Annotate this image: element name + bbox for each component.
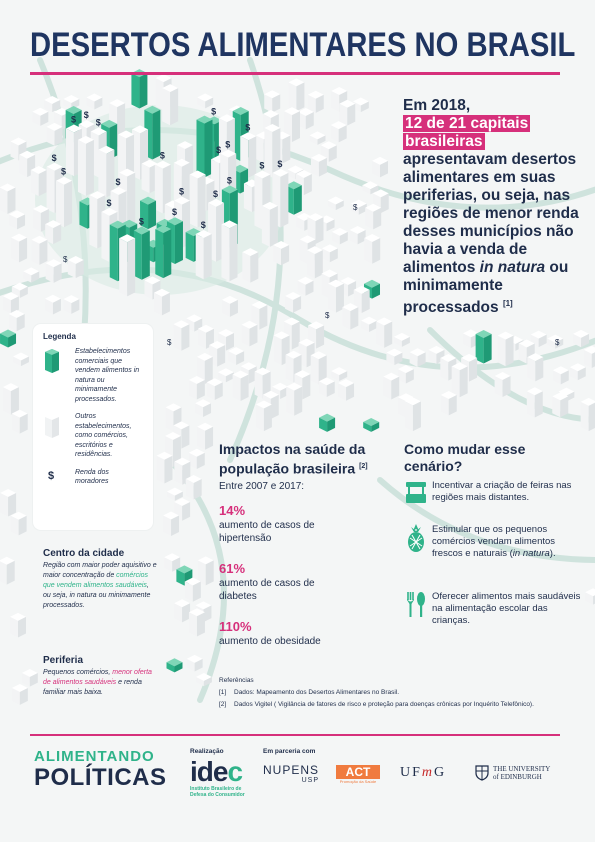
legend-card bbox=[33, 324, 153, 530]
center-note-highlight: comércios que vendem alimentos saudáveis bbox=[43, 572, 149, 589]
center-note-part: , ou seja, in natura ou minimamente processados. bbox=[43, 582, 151, 609]
legend-text: Outros estabelecimentos, como comércios, escritórios e residências. bbox=[75, 413, 132, 458]
impacts-title-line: Impactos na saúde da bbox=[219, 441, 366, 457]
change-item-school-food bbox=[404, 591, 579, 637]
stat-value: 14% bbox=[219, 503, 246, 518]
change-text: Oferecer alimentos mais saudáveis na alimentação escolar das crianças. bbox=[432, 591, 581, 626]
center-note-part: Região com maior poder aquisitivo e maior concentração de bbox=[43, 562, 157, 579]
svg-text:$: $ bbox=[95, 117, 101, 128]
references bbox=[219, 677, 579, 713]
reference-item bbox=[219, 701, 579, 708]
svg-text:$: $ bbox=[216, 145, 222, 156]
idec-logo bbox=[190, 758, 250, 798]
svg-text:$: $ bbox=[61, 166, 67, 177]
stat-obesity bbox=[219, 619, 369, 648]
ufmg-part: m bbox=[421, 765, 435, 780]
intro-highlight-2: brasileiras bbox=[405, 133, 483, 150]
ufmg-part: G bbox=[434, 765, 447, 780]
svg-text:$: $ bbox=[106, 197, 112, 208]
stat-label: aumento de casos de bbox=[219, 520, 315, 531]
reference-text: Dados Vigitel ( Vigilância de fatores de risco e proteção para doenças crônicas por Inquérito Telefônico). bbox=[234, 701, 534, 708]
svg-text:$: $ bbox=[115, 176, 121, 187]
edinburgh-line: THE UNIVERSITY bbox=[493, 765, 551, 773]
periphery-note-text bbox=[43, 668, 158, 698]
legend-item-commercial-food bbox=[43, 347, 143, 404]
intro-statement bbox=[403, 97, 583, 317]
impacts-period: Entre 2007 e 2017: bbox=[219, 481, 305, 492]
brand-line-2: POLÍTICAS bbox=[34, 764, 167, 791]
legend-item-income bbox=[43, 468, 143, 496]
market-stall-icon bbox=[404, 480, 428, 508]
idec-wordmark bbox=[190, 758, 250, 786]
legend-text: Estabelecimentos comerciais que vendem alimentos in natura ou minimamente processados. bbox=[75, 348, 140, 403]
impacts-title bbox=[219, 441, 368, 478]
nupens-wordmark: NUPENS bbox=[263, 763, 320, 777]
references-title: Referências bbox=[219, 677, 254, 684]
edinburgh-line: of EDINBURGH bbox=[493, 773, 542, 781]
change-item-fresh-food bbox=[404, 524, 579, 580]
periphery-note-part: Pequenos comércios, bbox=[43, 669, 113, 676]
intro-body-2: ou minimamente processados bbox=[403, 259, 569, 317]
intro-citation: [1] bbox=[502, 299, 513, 308]
change-text-part: Estimular que os pequenos comércios vendam alimentos frescos e naturais ( bbox=[432, 524, 556, 559]
change-text-italic: in natura bbox=[512, 548, 550, 559]
edinburgh-logo bbox=[475, 765, 550, 781]
legend-item-other bbox=[43, 412, 143, 460]
svg-text:$: $ bbox=[353, 203, 358, 212]
reference-text: Dados: Mapeamento dos Desertos Alimentares no Brasil. bbox=[234, 689, 400, 696]
periphery-note-part: e renda familiar mais baixa. bbox=[43, 679, 142, 696]
stat-label: aumento de obesidade bbox=[219, 636, 321, 647]
svg-text:$: $ bbox=[245, 122, 251, 133]
svg-text:$: $ bbox=[179, 186, 185, 197]
center-note-title: Centro da cidade bbox=[43, 548, 125, 559]
periphery-note-highlight: menor oferta de alimentos saudáveis bbox=[43, 669, 152, 686]
periphery-note-title: Periferia bbox=[43, 655, 84, 666]
change-title-line: Como mudar esse bbox=[404, 441, 526, 457]
act-subtitle: Promoção da Saúde bbox=[339, 779, 377, 784]
realizacao-label: Realização bbox=[190, 748, 224, 755]
svg-text:$: $ bbox=[200, 219, 206, 230]
svg-text:$: $ bbox=[70, 114, 76, 125]
stat-value: 110% bbox=[219, 619, 252, 634]
intro-body-italic: in natura bbox=[479, 259, 546, 276]
periphery-note bbox=[43, 655, 158, 698]
pineapple-icon bbox=[404, 524, 428, 552]
stat-diabetes bbox=[219, 561, 369, 603]
svg-text:$: $ bbox=[138, 216, 144, 227]
intro-lead: Em 2018, bbox=[403, 97, 471, 114]
svg-text:$: $ bbox=[83, 110, 89, 121]
reference-item bbox=[219, 689, 579, 696]
intro-highlight-1: 12 de 21 capitais bbox=[405, 115, 529, 132]
change-text: Incentivar a criação de feiras nas regiões mais distantes. bbox=[432, 480, 572, 503]
stat-label: diabetes bbox=[219, 591, 257, 602]
white-building-icon bbox=[45, 414, 59, 438]
svg-text:$: $ bbox=[171, 207, 177, 218]
footer-divider bbox=[30, 734, 560, 736]
edinburgh-crest-icon bbox=[475, 765, 489, 781]
parceria-label: Em parceria com bbox=[263, 748, 316, 755]
legend-text: Renda dos moradores bbox=[75, 468, 109, 485]
change-text-part: ). bbox=[549, 548, 556, 559]
alimentando-politicas-logo bbox=[34, 748, 167, 791]
ufmg-logo bbox=[400, 765, 446, 781]
svg-text:$: $ bbox=[159, 150, 165, 161]
impacts-citation: [2] bbox=[359, 463, 368, 470]
svg-text:$: $ bbox=[51, 152, 57, 163]
legend-title: Legenda bbox=[43, 332, 76, 341]
change-title bbox=[404, 441, 525, 475]
change-title-line: cenário? bbox=[404, 458, 463, 474]
nupens-subtitle: USP bbox=[301, 777, 320, 784]
impacts-title-line: população brasileira bbox=[219, 460, 360, 477]
stat-value: 61% bbox=[219, 561, 246, 576]
reference-number: [2] bbox=[219, 701, 227, 708]
dollar-icon: $ bbox=[48, 469, 55, 482]
change-item-markets bbox=[404, 480, 579, 526]
svg-text:$: $ bbox=[213, 188, 219, 199]
change-text bbox=[432, 524, 582, 560]
ufmg-part: UF bbox=[400, 765, 422, 780]
cutlery-icon bbox=[404, 591, 428, 619]
svg-text:$: $ bbox=[555, 338, 560, 347]
green-building-icon bbox=[45, 349, 59, 373]
svg-text:$: $ bbox=[277, 158, 283, 169]
idec-subtitle: Instituto Brasileiro de Defesa do Consumidor bbox=[190, 786, 245, 798]
idec-word-part: ide bbox=[190, 756, 228, 787]
edinburgh-wordmark bbox=[493, 765, 550, 781]
svg-text:$: $ bbox=[211, 106, 217, 117]
center-note-text bbox=[43, 561, 158, 611]
svg-text:$: $ bbox=[325, 311, 330, 320]
stat-label: hipertensão bbox=[219, 533, 272, 544]
nupens-logo bbox=[263, 763, 319, 784]
svg-text:$: $ bbox=[63, 255, 68, 264]
svg-text:$: $ bbox=[226, 175, 232, 186]
act-logo bbox=[336, 765, 380, 784]
center-note bbox=[43, 548, 158, 611]
page-title: DESERTOS ALIMENTARES NO BRASIL bbox=[30, 26, 576, 64]
svg-text:$: $ bbox=[259, 160, 265, 171]
title-underline bbox=[30, 72, 560, 75]
idec-word-part: c bbox=[227, 756, 243, 787]
stat-hypertension bbox=[219, 503, 369, 545]
act-wordmark: ACT bbox=[336, 765, 380, 779]
reference-number: [1] bbox=[219, 689, 227, 696]
brand-line-1: ALIMENTANDO bbox=[34, 748, 155, 765]
stat-label: aumento de casos de bbox=[219, 578, 315, 589]
svg-text:$: $ bbox=[225, 139, 231, 150]
svg-text:$: $ bbox=[167, 338, 172, 347]
intro-body-1: apresentavam desertos alimentares em suas periferias, ou seja, nas regiões de menor renda desses municípios não havia a venda de alimentos bbox=[403, 151, 579, 276]
